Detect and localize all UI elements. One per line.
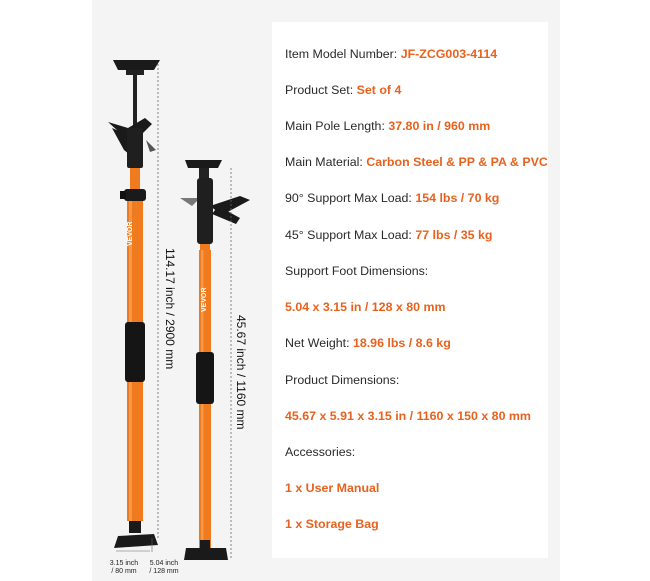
spec-45-max-load: 45° Support Max Load: 77 lbs / 35 kg: [285, 228, 493, 242]
spec-accessories-label: Accessories:: [285, 445, 356, 459]
spec-product-dimensions-label: Product Dimensions:: [285, 373, 400, 387]
tall-pole: [108, 60, 160, 548]
spec-main-material: Main Material: Carbon Steel & PP & PA & PVC: [285, 155, 548, 169]
short-height-label: 45.67 inch / 1160 mm: [234, 315, 248, 430]
spec-foot-dimensions-label: Support Foot Dimensions:: [285, 264, 429, 278]
spec-foot-dimensions-value: 5.04 x 3.15 in / 128 x 80 mm: [285, 300, 446, 314]
spec-product-dimensions-value: 45.67 x 5.91 x 3.15 in / 1160 x 150 x 80 mm: [285, 409, 531, 423]
specifications-card: [272, 22, 548, 558]
spec-accessory-storage-bag: 1 x Storage Bag: [285, 517, 379, 531]
spec-main-pole-length: Main Pole Length: 37.80 in / 960 mm: [285, 119, 491, 133]
foot-length-label: 5.04 inch / 128 mm: [149, 560, 179, 575]
spec-accessory-user-manual: 1 x User Manual: [285, 481, 380, 495]
spec-item-model: Item Model Number: JF-ZCG003-4114: [285, 47, 498, 61]
spec-net-weight: Net Weight: 18.96 lbs / 8.6 kg: [285, 336, 451, 350]
foot-width-label: 3.15 inch / 80 mm: [109, 560, 139, 575]
svg-text:VEVOR: VEVOR: [201, 287, 208, 312]
spec-90-max-load: 90° Support Max Load: 154 lbs / 70 kg: [285, 191, 500, 205]
spec-product-set: Product Set: Set of 4: [285, 83, 402, 97]
tall-height-label: 114.17 inch / 2900 mm: [163, 248, 177, 370]
svg-text:VEVOR: VEVOR: [127, 221, 134, 246]
